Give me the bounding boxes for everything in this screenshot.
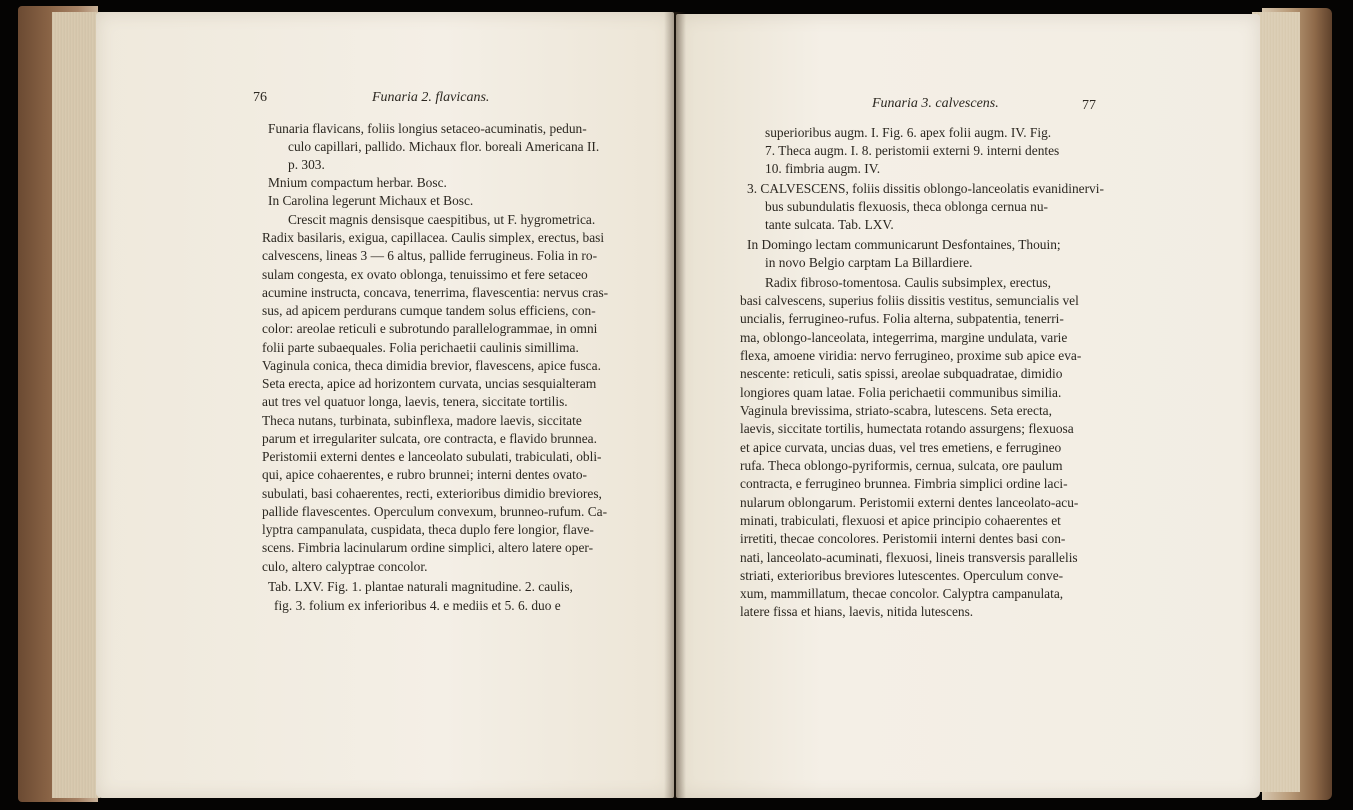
right-page-number: 77 xyxy=(1082,98,1096,113)
text-line: Tab. LXV. Fig. 1. plantae naturali magnitudine. 2. caulis, xyxy=(268,579,573,594)
text-line: rufa. Theca oblongo-pyriformis, cernua, sulcata, ore paulum xyxy=(740,458,1063,473)
text-line: qui, apice cohaerentes, e rubro brunnei; interni dentes ovato- xyxy=(262,467,587,482)
text-line: fig. 3. folium ex inferioribus 4. e mediis et 5. 6. duo e xyxy=(274,598,561,613)
text-line: bus subundulatis flexuosis, theca oblonga cernua nu- xyxy=(765,199,1049,214)
left-running-head: Funaria 2. flavicans. xyxy=(372,90,490,105)
text-line: aut tres vel quatuor longa, laevis, tenera, siccitate tortilis. xyxy=(262,394,568,409)
text-line: striati, exterioribus breviores lutescentes. Operculum conve- xyxy=(740,568,1064,583)
text-line: 10. fimbria augm. IV. xyxy=(765,161,881,176)
text-line: In Domingo lectam communicarunt Desfontaines, Thouin; xyxy=(747,237,1061,252)
text-line: subulati, basi cohaerentes, recti, exterioribus dimidio breviores, xyxy=(262,486,602,501)
text-line: in novo Belgio carptam La Billardiere. xyxy=(765,255,973,270)
text-line: basi calvescens, superius foliis dissitis vestitus, semuncialis vel xyxy=(740,293,1079,308)
text-line: tante sulcata. Tab. LXV. xyxy=(765,217,894,232)
text-line: In Carolina legerunt Michaux et Bosc. xyxy=(268,193,474,208)
text-line: Radix fibroso-tomentosa. Caulis subsimplex, erectus, xyxy=(765,275,1051,290)
text-line: Vaginula brevissima, striato-scabra, lutescens. Seta erecta, xyxy=(740,403,1052,418)
text-line: nularum oblongarum. Peristomii externi dentes lanceolato-acu- xyxy=(740,495,1079,510)
text-line: 3. CALVESCENS, foliis dissitis oblongo-lanceolatis evanidinervi- xyxy=(747,181,1104,196)
text-line: acumine instructa, concava, tenerrima, flavescentia: nervus cras- xyxy=(262,285,609,300)
text-line: color: areolae reticuli e subrotundo parallelogrammae, in omni xyxy=(262,321,598,336)
text-line: ma, oblongo-lanceolata, integerrima, margine undulata, varie xyxy=(740,330,1068,345)
text-line: scens. Fimbria lacinularum ordine simplici, altero latere oper- xyxy=(262,540,594,555)
text-line: p. 303. xyxy=(288,157,325,172)
text-line: sus, ad apicem perdurans cumque tandem solus efficiens, con- xyxy=(262,303,596,318)
text-line: Mnium compactum herbar. Bosc. xyxy=(268,175,447,190)
text-line: uncialis, ferrugineo-rufus. Folia alterna, subpatentia, tenerri- xyxy=(740,311,1064,326)
text-line: folii parte subaequales. Folia perichaetii caulinis simillima. xyxy=(262,340,579,355)
text-line: longiores quam latae. Folia perichaetii communibus similia. xyxy=(740,385,1062,400)
book-gutter xyxy=(664,12,686,798)
text-line: Radix basilaris, exigua, capillacea. Caulis simplex, erectus, basi xyxy=(262,230,605,245)
text-line: Funaria flavicans, foliis longius setaceo-acuminatis, pedun- xyxy=(268,121,587,136)
text-line: Theca nutans, turbinata, subinflexa, madore laevis, siccitate xyxy=(262,413,582,428)
text-line: calvescens, lineas 3 — 6 altus, pallide ferrugineus. Folia in ro- xyxy=(262,248,598,263)
text-line: laevis, siccitate tortilis, humectata rotando assurgens; flexuosa xyxy=(740,421,1074,436)
text-line: nati, lanceolato-acuminati, flexuosi, lineis transversis parallelis xyxy=(740,550,1078,565)
text-line: sulam congesta, ex ovato oblonga, tenuissimo et fere setaceo xyxy=(262,267,588,282)
text-line: 7. Theca augm. I. 8. peristomii externi 9. interni dentes xyxy=(765,143,1060,158)
text-line: contracta, e ferrugineo brunnea. Fimbria simplici ordine laci- xyxy=(740,476,1068,491)
text-line: parum et irregulariter sulcata, ore contracta, e flavido brunnea. xyxy=(262,431,597,446)
text-line: culo, altero calyptrae concolor. xyxy=(262,559,428,574)
text-line: Crescit magnis densisque caespitibus, ut F. hygrometrica. xyxy=(288,212,596,227)
left-page-number: 76 xyxy=(253,90,267,105)
text-line: lyptra campanulata, cuspidata, theca duplo fere longior, flave- xyxy=(262,522,594,537)
text-line: flexa, amoene viridia: nervo ferrugineo, proxime sub apice eva- xyxy=(740,348,1082,363)
page-edges-left xyxy=(52,12,100,798)
text-line: Vaginula conica, theca dimidia brevior, flavescens, apice fusca. xyxy=(262,358,601,373)
text-line: Seta erecta, apice ad horizontem curvata, uncias sesquialteram xyxy=(262,376,597,391)
text-line: pallide flavescentes. Operculum convexum, brunneo-rufum. Ca- xyxy=(262,504,608,519)
text-line: latere fissa et hians, laevis, nitida lutescens. xyxy=(740,604,974,619)
text-line: nescente: reticuli, satis spissi, areolae subquadratae, dimidio xyxy=(740,366,1063,381)
text-line: Peristomii externi dentes e lanceolato subulati, trabiculati, obli- xyxy=(262,449,602,464)
text-line: superioribus augm. I. Fig. 6. apex folii augm. IV. Fig. xyxy=(765,125,1052,140)
right-running-head: Funaria 3. calvescens. xyxy=(872,96,999,111)
text-line: minati, trabiculati, flexuosi et apice principio cohaerentes et xyxy=(740,513,1061,528)
text-line: irretiti, thecae concolores. Peristomii interni dentes basi con- xyxy=(740,531,1066,546)
text-line: culo capillari, pallido. Michaux flor. boreali Americana II. xyxy=(288,139,600,154)
text-line: et apice curvata, uncias duas, vel tres emetiens, e ferrugineo xyxy=(740,440,1062,455)
text-line: xum, mammillatum, thecae concolor. Calyptra campanulata, xyxy=(740,586,1064,601)
